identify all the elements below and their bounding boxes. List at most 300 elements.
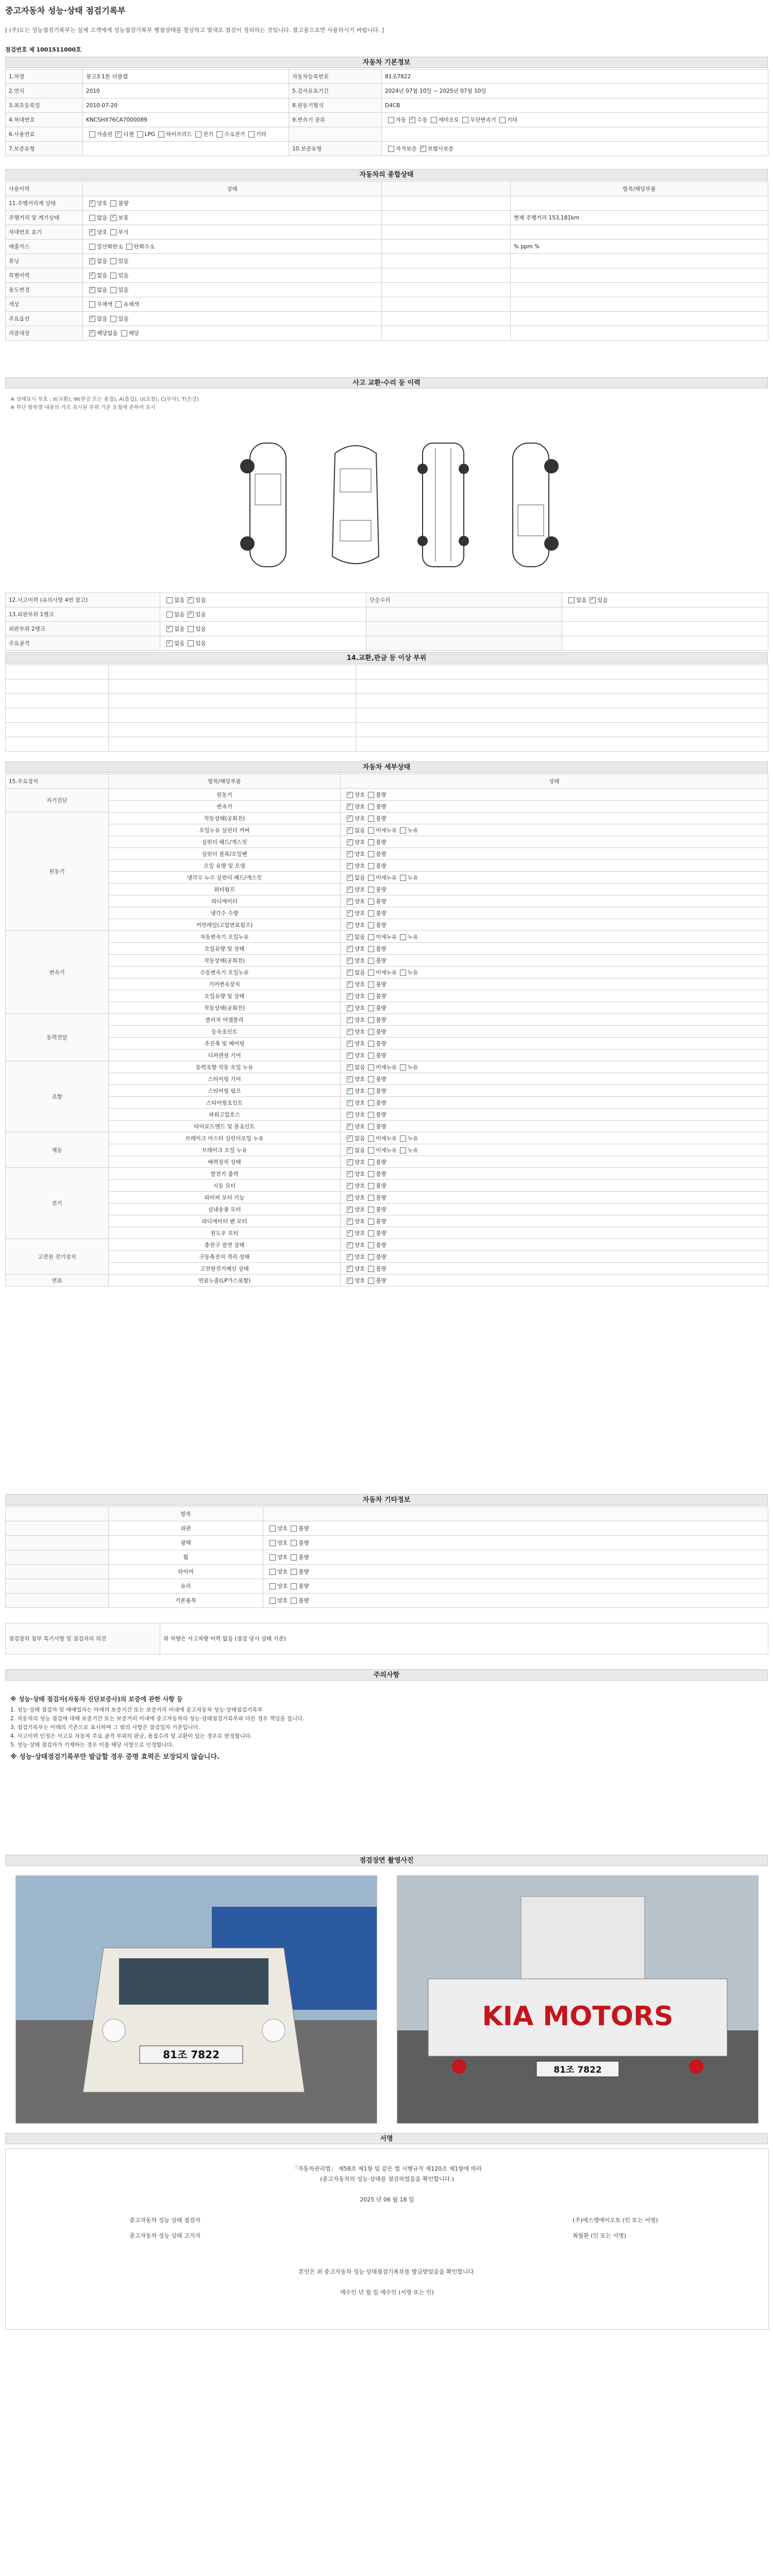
checkbox-icon[interactable] (158, 131, 164, 138)
detail-option[interactable] (344, 1088, 365, 1094)
checkbox-icon[interactable] (347, 1088, 353, 1094)
checkbox-icon[interactable] (368, 899, 374, 905)
detail-option[interactable] (344, 934, 365, 940)
detail-option[interactable] (344, 899, 365, 905)
detail-option[interactable] (344, 1100, 365, 1106)
status-option[interactable] (86, 200, 107, 207)
checkbox-icon[interactable] (368, 1183, 374, 1189)
checkbox-icon[interactable] (347, 1218, 353, 1225)
detail-option[interactable] (344, 1041, 365, 1047)
basic-row-right-value (382, 113, 768, 127)
checkbox-icon[interactable] (368, 958, 374, 964)
checkbox-label: 불량 (376, 1111, 386, 1118)
checkbox-icon[interactable] (291, 1598, 297, 1604)
detail-option[interactable] (365, 887, 386, 893)
checkbox-icon[interactable] (347, 934, 353, 940)
checkbox-icon[interactable] (368, 1147, 374, 1154)
fuel-option[interactable] (213, 131, 245, 138)
checkbox-icon[interactable] (347, 899, 353, 905)
checkbox-icon[interactable] (347, 1053, 353, 1059)
checkbox-icon[interactable] (347, 1112, 353, 1118)
checkbox-icon[interactable] (368, 981, 374, 988)
checkbox-icon[interactable] (590, 597, 596, 603)
checkbox-label: 불량 (376, 1123, 386, 1130)
checkbox-icon[interactable] (400, 934, 406, 940)
checkbox-icon[interactable] (347, 1230, 353, 1236)
checkbox-icon[interactable] (368, 1041, 374, 1047)
status-option[interactable] (118, 330, 139, 336)
detail-option[interactable] (365, 1124, 386, 1130)
checkbox-icon[interactable] (368, 1278, 374, 1284)
checkbox-icon[interactable] (499, 117, 506, 123)
detail-option[interactable] (397, 827, 418, 834)
detail-option[interactable] (397, 970, 418, 976)
detail-option[interactable] (344, 1278, 365, 1284)
detail-option[interactable] (365, 1076, 386, 1082)
other-option[interactable] (288, 1540, 309, 1546)
detail-option[interactable] (344, 1136, 365, 1142)
checkbox-icon[interactable] (188, 597, 194, 603)
other-option[interactable] (288, 1554, 309, 1561)
detail-option[interactable] (344, 1147, 365, 1154)
checkbox-icon[interactable] (110, 287, 116, 293)
detail-option[interactable] (365, 981, 386, 988)
checkbox-icon[interactable] (248, 131, 255, 138)
detail-option[interactable] (365, 1278, 386, 1284)
checkbox-icon[interactable] (347, 1254, 353, 1260)
detail-option[interactable] (365, 1064, 397, 1071)
checkbox-icon[interactable] (368, 887, 374, 893)
checkbox-icon[interactable] (89, 229, 95, 235)
status-option[interactable] (112, 301, 139, 308)
checkbox-icon[interactable] (368, 1017, 374, 1023)
warranty-option[interactable] (385, 146, 417, 152)
checkbox-icon[interactable] (368, 1136, 374, 1142)
checkbox-icon[interactable] (347, 910, 353, 917)
other-option[interactable] (266, 1540, 288, 1546)
checkbox-icon[interactable] (110, 258, 116, 264)
checkbox-icon[interactable] (368, 1124, 374, 1130)
checkbox-icon[interactable] (347, 1171, 353, 1177)
checkbox-icon[interactable] (347, 792, 353, 798)
checkbox-icon[interactable] (89, 330, 95, 336)
detail-option[interactable] (365, 1266, 386, 1272)
status-option[interactable] (86, 244, 123, 250)
detail-option[interactable] (344, 851, 365, 857)
checkbox-icon[interactable] (368, 1112, 374, 1118)
checkbox-icon[interactable] (347, 875, 353, 881)
status-option[interactable] (107, 287, 128, 293)
detail-option[interactable] (365, 1195, 386, 1201)
checkbox-icon[interactable] (347, 1207, 353, 1213)
checkbox-icon[interactable] (347, 1005, 353, 1011)
checkbox-icon[interactable] (400, 1064, 406, 1071)
checkbox-icon[interactable] (291, 1540, 297, 1546)
checkbox-icon[interactable] (110, 316, 116, 322)
other-option[interactable] (266, 1554, 288, 1561)
detail-option[interactable] (365, 910, 386, 917)
checkbox-icon[interactable] (368, 1100, 374, 1106)
checkbox-icon[interactable] (270, 1540, 276, 1546)
other-option[interactable] (288, 1598, 309, 1604)
checkbox-icon[interactable] (347, 922, 353, 928)
checkbox-icon[interactable] (368, 1053, 374, 1059)
checkbox-icon[interactable] (368, 792, 374, 798)
checkbox-icon[interactable] (89, 200, 95, 207)
other-row (6, 1594, 768, 1608)
detail-item-label: 파워고압호스 (109, 1109, 341, 1121)
detail-option[interactable] (365, 922, 386, 928)
checkbox-icon[interactable] (347, 839, 353, 845)
detail-option[interactable] (397, 934, 418, 940)
fuel-option[interactable] (245, 131, 266, 138)
checkbox-icon[interactable] (347, 863, 353, 869)
other-option[interactable] (288, 1583, 309, 1589)
checkbox-icon[interactable] (270, 1526, 276, 1532)
detail-option[interactable] (344, 993, 365, 999)
detail-option[interactable] (344, 1230, 365, 1236)
other-option[interactable] (288, 1569, 309, 1575)
detail-option[interactable] (344, 1029, 365, 1035)
checkbox-icon[interactable] (110, 273, 116, 279)
detail-option[interactable] (397, 875, 418, 881)
accident-option[interactable] (163, 597, 184, 603)
checkbox-icon[interactable] (368, 1029, 374, 1035)
detail-option[interactable] (344, 792, 365, 798)
accident-option[interactable] (163, 612, 184, 618)
checkbox-icon[interactable] (347, 958, 353, 964)
other-option[interactable] (266, 1598, 288, 1604)
detail-option[interactable] (365, 1218, 386, 1225)
fuel-option[interactable] (192, 131, 213, 138)
status-option[interactable] (86, 301, 112, 308)
detail-option[interactable] (344, 839, 365, 845)
status-option[interactable] (86, 215, 107, 221)
detail-option[interactable] (344, 827, 365, 834)
checkbox-icon[interactable] (347, 887, 353, 893)
detail-option[interactable] (365, 993, 386, 999)
checkbox-icon[interactable] (368, 1254, 374, 1260)
checkbox-icon[interactable] (400, 1147, 406, 1154)
checkbox-icon[interactable] (368, 1064, 374, 1071)
detail-option[interactable] (365, 863, 386, 869)
checkbox-icon[interactable] (368, 1171, 374, 1177)
detail-option[interactable] (365, 1207, 386, 1213)
checkbox-icon[interactable] (347, 970, 353, 976)
checkbox-icon[interactable] (388, 117, 394, 123)
detail-option[interactable] (344, 1124, 365, 1130)
detail-option[interactable] (344, 875, 365, 881)
detail-option[interactable] (344, 970, 365, 976)
detail-option[interactable] (344, 958, 365, 964)
detail-option[interactable] (344, 804, 365, 810)
detail-option[interactable] (365, 1100, 386, 1106)
accident-option[interactable] (184, 597, 206, 603)
detail-option[interactable] (344, 981, 365, 988)
checkbox-icon[interactable] (347, 1041, 353, 1047)
detail-option[interactable] (365, 1053, 386, 1059)
checkbox-icon[interactable] (347, 1064, 353, 1071)
checkbox-icon[interactable] (291, 1554, 297, 1561)
checkbox-icon[interactable] (368, 1230, 374, 1236)
status-option[interactable] (123, 244, 155, 250)
checkbox-icon[interactable] (347, 1266, 353, 1272)
checkbox-icon[interactable] (347, 1242, 353, 1248)
checkbox-icon[interactable] (347, 1195, 353, 1201)
checkbox-icon[interactable] (368, 1159, 374, 1165)
detail-option[interactable] (344, 1195, 365, 1201)
checkbox-icon[interactable] (368, 1218, 374, 1225)
checkbox-icon[interactable] (368, 1076, 374, 1082)
detail-option[interactable] (365, 827, 397, 834)
detail-option[interactable] (344, 863, 365, 869)
status-option[interactable] (86, 287, 107, 293)
detail-option[interactable] (344, 887, 365, 893)
detail-option[interactable] (365, 946, 386, 952)
detail-option[interactable] (365, 1005, 386, 1011)
detail-option[interactable] (344, 1242, 365, 1248)
accident-right-option[interactable] (586, 597, 608, 603)
detail-option[interactable] (344, 910, 365, 917)
detail-option[interactable] (397, 1064, 418, 1071)
checkbox-icon[interactable] (368, 851, 374, 857)
detail-option[interactable] (344, 1053, 365, 1059)
checkbox-icon[interactable] (89, 273, 95, 279)
accident-option[interactable] (184, 626, 206, 632)
detail-option[interactable] (365, 1147, 397, 1154)
checkbox-icon[interactable] (400, 970, 406, 976)
detail-option[interactable] (365, 1136, 397, 1142)
checkbox-icon[interactable] (347, 816, 353, 822)
checkbox-icon[interactable] (347, 1029, 353, 1035)
checkbox-icon[interactable] (270, 1554, 276, 1561)
checkbox-icon[interactable] (89, 244, 95, 250)
detail-option[interactable] (344, 922, 365, 928)
checkbox-icon[interactable] (400, 1136, 406, 1142)
checkbox-icon[interactable] (368, 946, 374, 952)
checkbox-icon[interactable] (89, 316, 95, 322)
detail-option[interactable] (365, 804, 386, 810)
checkbox-icon[interactable] (347, 1124, 353, 1130)
checkbox-icon[interactable] (115, 301, 122, 308)
detail-option[interactable] (365, 1171, 386, 1177)
accident-right-option[interactable] (565, 597, 586, 603)
checkbox-icon[interactable] (368, 1242, 374, 1248)
checkbox-icon[interactable] (368, 993, 374, 999)
checkbox-icon[interactable] (115, 131, 122, 138)
fuel-option[interactable] (155, 131, 192, 138)
accident-option[interactable] (184, 640, 206, 647)
checkbox-icon[interactable] (166, 640, 173, 647)
checkbox-icon[interactable] (347, 1100, 353, 1106)
checkbox-icon[interactable] (89, 301, 95, 308)
checkbox-icon[interactable] (137, 131, 143, 138)
checkbox-icon[interactable] (347, 1136, 353, 1142)
detail-option[interactable] (365, 1254, 386, 1260)
checkbox-icon[interactable] (188, 626, 194, 632)
checkbox-icon[interactable] (188, 612, 194, 618)
checkbox-icon[interactable] (347, 1076, 353, 1082)
checkbox-icon[interactable] (89, 258, 95, 264)
checkbox-icon[interactable] (347, 1147, 353, 1154)
checkbox-icon[interactable] (347, 1278, 353, 1284)
checkbox-icon[interactable] (89, 287, 95, 293)
detail-option[interactable] (365, 851, 386, 857)
checkbox-icon[interactable] (400, 827, 406, 834)
checkbox-icon[interactable] (347, 1017, 353, 1023)
accident-option[interactable] (163, 640, 184, 647)
detail-option[interactable] (397, 1136, 418, 1142)
checkbox-icon[interactable] (89, 131, 95, 138)
detail-option[interactable] (365, 970, 397, 976)
checkbox-icon[interactable] (291, 1526, 297, 1532)
status-option[interactable] (86, 316, 107, 322)
checkbox-icon[interactable] (368, 804, 374, 810)
checkbox-icon[interactable] (347, 946, 353, 952)
detail-item-state (341, 872, 768, 884)
checkbox-icon[interactable] (270, 1598, 276, 1604)
detail-option[interactable] (344, 1064, 365, 1071)
checkbox-icon[interactable] (368, 1088, 374, 1094)
detail-option[interactable] (365, 934, 397, 940)
status-option[interactable] (86, 258, 107, 264)
status-option[interactable] (107, 316, 128, 322)
detail-option[interactable] (365, 1088, 386, 1094)
checkbox-icon[interactable] (89, 215, 95, 221)
detail-option[interactable] (365, 1183, 386, 1189)
checkbox-icon[interactable] (462, 117, 468, 123)
detail-option[interactable] (365, 1242, 386, 1248)
fuel-option[interactable] (112, 131, 133, 138)
checkbox-icon[interactable] (166, 626, 173, 632)
status-option[interactable] (107, 273, 128, 279)
checkbox-icon[interactable] (368, 922, 374, 928)
checkbox-icon[interactable] (368, 934, 374, 940)
transmission-option[interactable] (385, 117, 406, 123)
detail-option[interactable] (365, 1017, 386, 1023)
checkbox-icon[interactable] (368, 863, 374, 869)
detail-option[interactable] (365, 899, 386, 905)
checkbox-icon[interactable] (347, 1183, 353, 1189)
checkbox-icon[interactable] (431, 117, 437, 123)
transmission-option[interactable] (496, 117, 517, 123)
checkbox-icon[interactable] (216, 131, 223, 138)
checkbox-icon[interactable] (400, 875, 406, 881)
detail-option[interactable] (344, 1218, 365, 1225)
status-option[interactable] (86, 229, 107, 235)
detail-option[interactable] (365, 1029, 386, 1035)
checkbox-icon[interactable] (568, 597, 575, 603)
detail-option[interactable] (397, 1147, 418, 1154)
fuel-option[interactable] (86, 131, 112, 138)
detail-option[interactable] (365, 1230, 386, 1236)
detail-option[interactable] (344, 1076, 365, 1082)
checkbox-icon[interactable] (368, 816, 374, 822)
checkbox-icon[interactable] (110, 215, 116, 221)
checkbox-icon[interactable] (409, 117, 415, 123)
detail-option[interactable] (344, 946, 365, 952)
warranty-option[interactable] (417, 146, 454, 152)
detail-option[interactable] (365, 792, 386, 798)
checkbox-icon[interactable] (347, 827, 353, 834)
status-option[interactable] (107, 200, 128, 207)
checkbox-icon[interactable] (110, 229, 116, 235)
transmission-option[interactable] (428, 117, 460, 123)
checkbox-icon[interactable] (121, 330, 127, 336)
checkbox-icon[interactable] (270, 1583, 276, 1589)
other-option[interactable] (266, 1526, 288, 1532)
status-option[interactable] (86, 273, 107, 279)
detail-option[interactable] (344, 1254, 365, 1260)
detail-option[interactable] (344, 1112, 365, 1118)
checkbox-icon[interactable] (126, 244, 132, 250)
accident-option[interactable] (163, 626, 184, 632)
checkbox-icon[interactable] (368, 1195, 374, 1201)
checkbox-icon[interactable] (291, 1583, 297, 1589)
checkbox-icon[interactable] (368, 827, 374, 834)
checkbox-icon[interactable] (110, 200, 116, 207)
detail-option[interactable] (344, 1207, 365, 1213)
detail-option[interactable] (344, 1005, 365, 1011)
checkbox-icon[interactable] (195, 131, 201, 138)
accident-option[interactable] (184, 612, 206, 618)
checkbox-icon[interactable] (368, 1005, 374, 1011)
detail-option[interactable] (365, 1112, 386, 1118)
detail-option[interactable] (344, 816, 365, 822)
detail-option[interactable] (344, 1171, 365, 1177)
checkbox-icon[interactable] (188, 640, 194, 647)
status-option[interactable] (107, 258, 128, 264)
checkbox-icon[interactable] (166, 597, 173, 603)
checkbox-icon[interactable] (270, 1569, 276, 1575)
transmission-option[interactable] (406, 117, 427, 123)
checkbox-icon[interactable] (347, 981, 353, 988)
status-option[interactable] (107, 215, 128, 221)
detail-option[interactable] (365, 816, 386, 822)
checkbox-icon[interactable] (368, 910, 374, 917)
checkbox-icon[interactable] (347, 993, 353, 999)
detail-option[interactable] (344, 1266, 365, 1272)
checkbox-icon[interactable] (368, 839, 374, 845)
detail-option[interactable] (365, 1041, 386, 1047)
checkbox-icon[interactable] (388, 146, 394, 152)
detail-option[interactable] (365, 1159, 386, 1165)
detail-option[interactable] (344, 1183, 365, 1189)
other-option[interactable] (288, 1526, 309, 1532)
status-option[interactable] (107, 229, 128, 235)
status-option[interactable] (86, 330, 118, 336)
checkbox-icon[interactable] (347, 1159, 353, 1165)
detail-option[interactable] (344, 1159, 365, 1165)
checkbox-icon[interactable] (368, 1207, 374, 1213)
detail-option[interactable] (344, 1017, 365, 1023)
checkbox-icon[interactable] (347, 804, 353, 810)
checkbox-icon[interactable] (347, 851, 353, 857)
detail-option[interactable] (365, 958, 386, 964)
checkbox-icon[interactable] (368, 1266, 374, 1272)
checkbox-icon[interactable] (368, 875, 374, 881)
other-option[interactable] (266, 1569, 288, 1575)
checkbox-icon[interactable] (166, 612, 173, 618)
checkbox-icon[interactable] (420, 146, 426, 152)
checkbox-icon[interactable] (291, 1569, 297, 1575)
checkbox-icon[interactable] (368, 970, 374, 976)
detail-option[interactable] (365, 839, 386, 845)
detail-option[interactable] (365, 875, 397, 881)
other-option[interactable] (266, 1583, 288, 1589)
transmission-option[interactable] (459, 117, 496, 123)
fuel-option[interactable] (134, 131, 155, 138)
